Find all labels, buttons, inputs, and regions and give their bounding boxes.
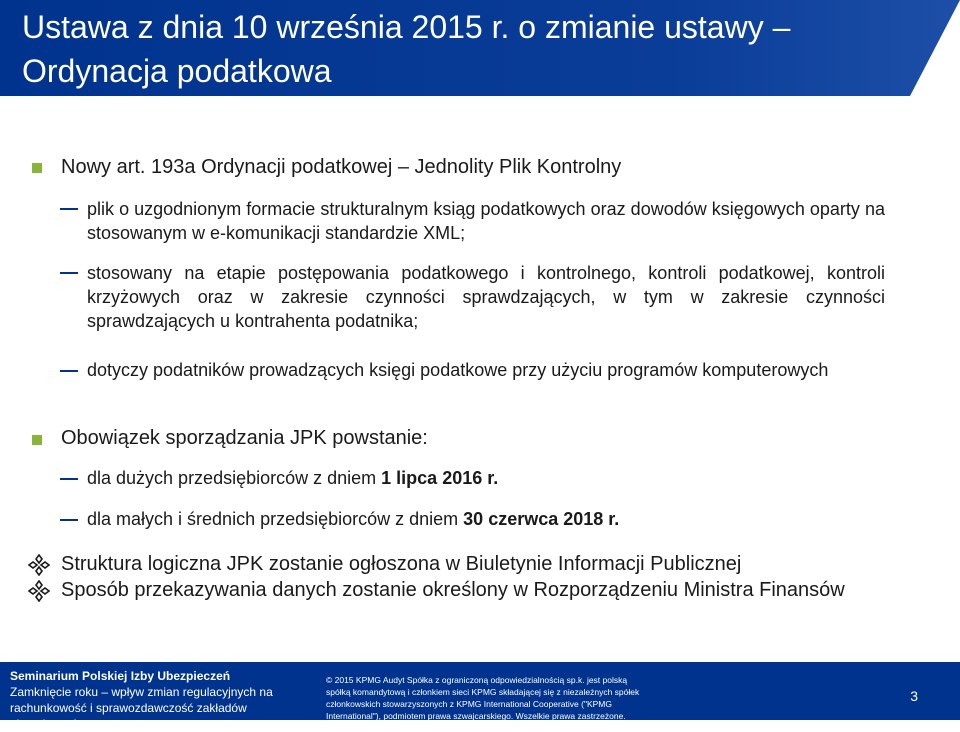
- seminar-subtitle-line: rachunkowość i sprawozdawczość zakładów ubezpieczeń: [10, 701, 247, 731]
- copyright-line: członkowskich stowarzyszonych z KPMG International Cooperative ("KPMG: [326, 699, 612, 709]
- four-diamond-bullet-icon: [28, 554, 50, 576]
- square-bullet-icon: [32, 435, 42, 445]
- note-text: Struktura logiczna JPK zostanie ogłoszona w Biuletynie Informacji Publicznej: [61, 553, 742, 575]
- footer-copyright: [326, 674, 646, 722]
- four-diamond-bullet-icon: [28, 580, 50, 602]
- deadline-prefix: dla dużych przedsiębiorców z dniem: [87, 468, 382, 488]
- copyright-line: International"), podmiotem prawa szwajcarskiego. Wszelkie prawa zastrzeżone.: [326, 711, 626, 721]
- footer: [0, 662, 960, 731]
- sub-bullet-text: [87, 466, 885, 490]
- dash-bullet-icon: [60, 519, 78, 521]
- sub-bullet-text: plik o uzgodnionym formacie strukturalnym ksiąg podatkowych oraz dowodów księgowych oparty na stosowanym w e-komunikacji standardzie XML;: [87, 199, 885, 243]
- sub-bullet-text: [87, 507, 885, 531]
- note-text: Sposób przekazywania danych zostanie określony w Rozporządzeniu Ministra Finansów: [61, 579, 845, 601]
- copyright-line: spółką komandytową i członkiem sieci KPMG składającej się z niezależnych spółek: [326, 687, 640, 697]
- square-bullet-icon: [32, 163, 42, 173]
- deadline-prefix: dla małych i średnich przedsiębiorców z dniem: [87, 509, 464, 529]
- dash-bullet-icon: [60, 272, 78, 274]
- sub-bullet-text: stosowany na etapie postępowania podatkowego i kontrolnego, kontroli podatkowej, kontroli krzyżowych oraz w zakresie czynności sprawdzających, w tym w zakresie czynności sprawdzających u kontrahenta podatnika;: [87, 263, 885, 331]
- seminar-subtitle-line: Zamknięcie roku – wpływ zmian regulacyjnych na: [10, 685, 273, 699]
- sub-bullet-text: dotyczy podatników prowadzących księgi podatkowe przy użyciu programów komputerowych: [87, 360, 829, 380]
- bullet-text: Obowiązek sporządzania JPK powstanie:: [61, 427, 428, 449]
- footer-seminar-info: [10, 668, 310, 732]
- deadline-date: 1 lipca 2016 r.: [381, 468, 499, 488]
- slide-title: Ustawa z dnia 10 września 2015 r. o zmianie ustawy – Ordynacja podatkowa: [22, 9, 791, 89]
- dash-bullet-icon: [60, 370, 78, 372]
- dash-bullet-icon: [60, 208, 78, 210]
- page-number: 3: [910, 688, 918, 704]
- copyright-line: © 2015 KPMG Audyt Spółka z ograniczoną odpowiedzialnością sp.k. jest polską: [326, 675, 628, 685]
- dash-bullet-icon: [60, 478, 78, 480]
- deadline-date: 30 czerwca 2018 r.: [463, 509, 620, 529]
- seminar-title: Seminarium Polskiej Izby Ubezpieczeń: [10, 669, 231, 683]
- bullet-text: Nowy art. 193a Ordynacji podatkowej – Jednolity Plik Kontrolny: [61, 156, 622, 178]
